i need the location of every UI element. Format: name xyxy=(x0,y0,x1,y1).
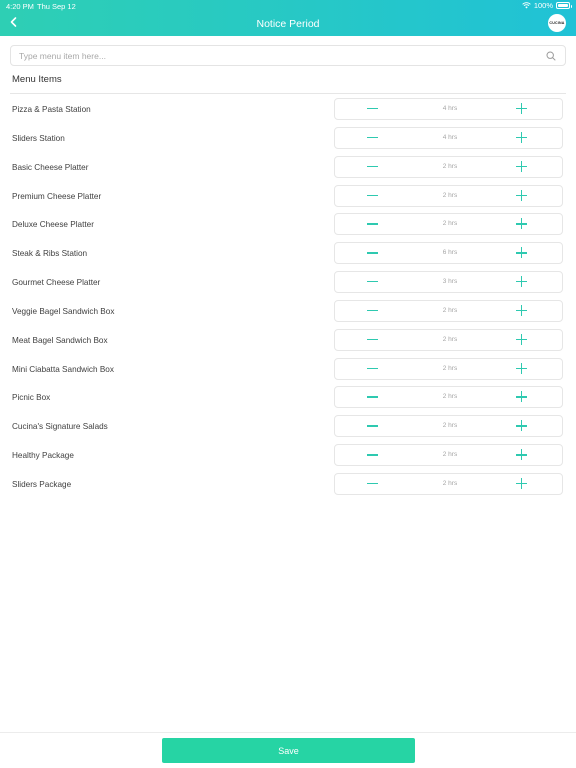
logo-text: CUCINA xyxy=(549,21,565,25)
page-title: Notice Period xyxy=(256,18,320,30)
list-item xyxy=(0,126,576,155)
item-name: Sliders Station xyxy=(12,133,65,143)
plus-icon[interactable] xyxy=(514,301,530,321)
minus-icon[interactable] xyxy=(365,387,381,407)
hours-value: 3 hrs xyxy=(442,278,458,286)
battery-icon xyxy=(556,2,570,9)
hours-stepper xyxy=(334,473,563,495)
hours-value: 2 hrs xyxy=(442,220,458,228)
minus-icon[interactable] xyxy=(365,330,381,350)
hours-stepper xyxy=(334,213,563,235)
list-item xyxy=(0,155,576,184)
minus-icon[interactable] xyxy=(365,272,381,292)
section-title: Menu Items xyxy=(12,74,62,85)
hours-value: 6 hrs xyxy=(442,249,458,257)
battery-percent: 100% xyxy=(533,1,553,10)
hours-value: 4 hrs xyxy=(442,105,458,112)
hours-value: 2 hrs xyxy=(442,191,458,199)
hours-stepper xyxy=(334,415,563,437)
minus-icon[interactable] xyxy=(365,243,381,263)
hours-stepper xyxy=(334,444,563,466)
hours-value: 2 hrs xyxy=(442,451,458,459)
plus-icon[interactable] xyxy=(514,445,530,465)
item-name: Premium Cheese Platter xyxy=(12,191,102,201)
item-name: Basic Cheese Platter xyxy=(12,162,89,172)
plus-icon[interactable] xyxy=(514,243,530,263)
hours-value: 2 hrs xyxy=(442,162,458,170)
hours-value: 2 hrs xyxy=(442,393,458,401)
status-bar xyxy=(0,0,576,12)
item-name: Meat Bagel Sandwich Box xyxy=(12,335,108,345)
plus-icon[interactable] xyxy=(514,387,530,407)
list-item xyxy=(0,270,576,299)
hours-value: 2 hrs xyxy=(442,479,458,487)
minus-icon[interactable] xyxy=(365,186,381,206)
hours-value: 2 hrs xyxy=(442,422,458,430)
avatar[interactable] xyxy=(548,14,566,32)
hours-stepper xyxy=(334,271,563,293)
list-item xyxy=(0,414,576,443)
plus-icon[interactable] xyxy=(514,416,530,436)
list-item xyxy=(0,472,576,501)
item-name: Picnic Box xyxy=(12,393,51,403)
minus-icon[interactable] xyxy=(365,474,381,494)
status-date: Thu Sep 12 xyxy=(37,2,76,11)
status-time: 4:20 PM xyxy=(6,2,34,11)
list-item xyxy=(0,443,576,472)
list-item xyxy=(0,97,576,126)
list-item xyxy=(0,385,576,414)
hours-value: 2 hrs xyxy=(442,335,458,343)
hours-value: 2 hrs xyxy=(442,364,458,372)
list-item xyxy=(0,357,576,386)
wifi-icon xyxy=(522,2,531,9)
hours-stepper xyxy=(334,242,563,264)
search-icon[interactable] xyxy=(546,51,556,61)
plus-icon[interactable] xyxy=(514,214,530,234)
plus-icon[interactable] xyxy=(514,474,530,494)
hours-value: 4 hrs xyxy=(442,133,458,141)
status-right xyxy=(522,1,570,10)
item-name: Steak & Ribs Station xyxy=(12,249,88,259)
minus-icon[interactable] xyxy=(365,99,381,119)
minus-icon[interactable] xyxy=(365,416,381,436)
minus-icon[interactable] xyxy=(365,359,381,379)
minus-icon[interactable] xyxy=(365,214,381,234)
hours-stepper xyxy=(334,300,563,322)
item-name: Gourmet Cheese Platter xyxy=(12,278,101,288)
hours-stepper xyxy=(334,386,563,408)
hours-stepper xyxy=(334,185,563,207)
search-bar xyxy=(10,45,566,66)
item-name: Cucina's Signature Salads xyxy=(12,422,108,432)
menu-items-list xyxy=(0,97,576,501)
item-name: Deluxe Cheese Platter xyxy=(12,220,94,230)
plus-icon[interactable] xyxy=(514,330,530,350)
item-name: Healthy Package xyxy=(12,451,74,461)
hours-stepper xyxy=(334,329,563,351)
item-name: Mini Ciabatta Sandwich Box xyxy=(12,364,114,374)
item-name: Veggie Bagel Sandwich Box xyxy=(12,306,115,316)
hours-stepper xyxy=(334,156,563,178)
list-item xyxy=(0,241,576,270)
app-header xyxy=(0,0,576,36)
hours-stepper xyxy=(334,98,563,120)
hours-stepper xyxy=(334,358,563,380)
plus-icon[interactable] xyxy=(514,157,530,177)
minus-icon[interactable] xyxy=(365,128,381,148)
plus-icon[interactable] xyxy=(514,128,530,148)
divider xyxy=(10,93,566,94)
minus-icon[interactable] xyxy=(365,157,381,177)
search-input[interactable] xyxy=(11,47,565,66)
plus-icon[interactable] xyxy=(514,99,530,119)
minus-icon[interactable] xyxy=(365,445,381,465)
list-item xyxy=(0,299,576,328)
item-name: Sliders Package xyxy=(12,479,72,489)
save-button[interactable]: Save xyxy=(162,738,415,763)
hours-stepper xyxy=(334,127,563,149)
list-item xyxy=(0,328,576,357)
list-item xyxy=(0,184,576,213)
plus-icon[interactable] xyxy=(514,359,530,379)
minus-icon[interactable] xyxy=(365,301,381,321)
plus-icon[interactable] xyxy=(514,272,530,292)
item-name: Pizza & Pasta Station xyxy=(12,105,91,114)
hours-value: 2 hrs xyxy=(442,306,458,314)
list-item xyxy=(0,212,576,241)
footer-divider xyxy=(0,732,576,733)
plus-icon[interactable] xyxy=(514,186,530,206)
